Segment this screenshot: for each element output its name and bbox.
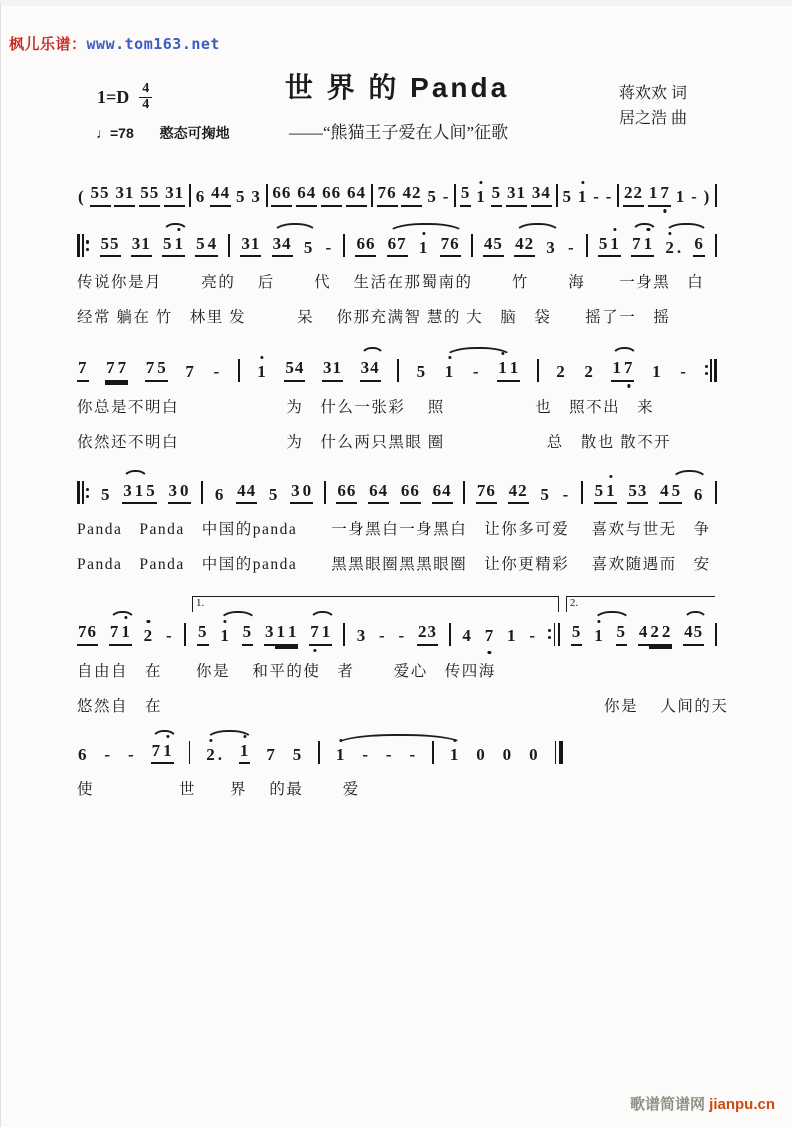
note-token: 6 bbox=[214, 484, 225, 504]
note-token: 1 bbox=[418, 237, 429, 257]
note-token: - bbox=[691, 187, 698, 206]
note-token: 5 bbox=[197, 622, 209, 646]
note-token: - bbox=[605, 187, 613, 206]
note-token: 2 bbox=[661, 622, 673, 646]
note-token: 1 bbox=[173, 234, 185, 258]
score bbox=[1, 164, 792, 815]
note-token: 7 bbox=[631, 234, 643, 258]
note-row bbox=[77, 170, 717, 207]
slur-arc bbox=[387, 223, 465, 234]
lyric-line: 经常 躺在 竹 林里 发 呆 你那充满智 慧的 大 脑 袋 摇了一 摇 bbox=[77, 309, 671, 327]
note-token: 1 bbox=[509, 358, 521, 382]
bar-line bbox=[463, 481, 465, 504]
note-token: 3 bbox=[546, 237, 556, 257]
note-token: 1 bbox=[257, 362, 267, 382]
note-token: - bbox=[442, 187, 450, 206]
bar-line bbox=[454, 184, 456, 207]
watermark-site-label: 枫儿乐谱： bbox=[9, 36, 87, 53]
note-token: 42 bbox=[514, 234, 535, 258]
note-token: 4 bbox=[462, 626, 472, 646]
bar-line bbox=[189, 184, 191, 207]
volta-bracket bbox=[192, 596, 559, 612]
note-token: 3 bbox=[251, 187, 261, 206]
note-token: 1 bbox=[321, 622, 333, 646]
repeat-end-barline bbox=[548, 623, 560, 646]
bar-line bbox=[397, 359, 399, 382]
note-token: 5 bbox=[268, 484, 279, 504]
beam-group bbox=[145, 358, 168, 382]
note-token: 1 bbox=[648, 183, 660, 207]
note-token: 66 bbox=[355, 234, 376, 258]
note-token: 1 bbox=[605, 481, 617, 505]
bar-line bbox=[581, 481, 583, 504]
note-token: 5 bbox=[540, 484, 550, 504]
volta-label: 2. bbox=[569, 597, 579, 610]
score-line bbox=[77, 345, 717, 452]
note-token: 55 bbox=[90, 183, 111, 207]
note-token: 66 bbox=[321, 183, 342, 207]
note-token: 1 bbox=[643, 234, 655, 258]
note-token: 31 bbox=[131, 234, 152, 258]
note-token: 1 bbox=[507, 626, 517, 646]
note-token: - bbox=[128, 744, 135, 764]
note-token: 5 bbox=[101, 484, 111, 504]
note-token: 5 bbox=[303, 237, 314, 257]
slur-arc bbox=[151, 730, 178, 741]
note-token: 5 bbox=[156, 358, 168, 382]
note-token: 1 bbox=[609, 234, 621, 258]
beam-group bbox=[162, 234, 185, 258]
note-token: 64 bbox=[346, 183, 367, 207]
note-token: 76 bbox=[440, 234, 461, 258]
note-token: 31 bbox=[114, 183, 135, 207]
note-token: 1 bbox=[134, 481, 146, 505]
score-line bbox=[77, 170, 717, 207]
note-token: 7 bbox=[266, 744, 276, 764]
note-token: 7 bbox=[623, 358, 635, 382]
lyric-line: 悠然自 在 你是 人间的天 bbox=[77, 697, 729, 715]
note-token: 1 bbox=[497, 358, 509, 382]
note-token: 31 bbox=[506, 183, 527, 207]
note-token: 55 bbox=[139, 183, 160, 207]
note-token: 1 bbox=[611, 358, 623, 382]
beam-group bbox=[109, 622, 132, 646]
note-token: 66 bbox=[336, 481, 357, 505]
note-token: 7 bbox=[109, 622, 121, 646]
note-token: 54 bbox=[284, 358, 305, 382]
expression-mark: 憨态可掬地 bbox=[159, 125, 230, 141]
note-token: 31 bbox=[322, 358, 343, 382]
beam-group bbox=[594, 481, 617, 505]
note-token: - bbox=[362, 744, 369, 764]
note-row bbox=[77, 345, 717, 382]
note-token: 5 bbox=[145, 481, 157, 505]
note-token: - bbox=[104, 744, 112, 764]
note-token: - bbox=[409, 744, 417, 764]
beam-group bbox=[309, 622, 332, 646]
slur-arc bbox=[631, 223, 658, 234]
note-token: 6 bbox=[78, 744, 88, 764]
beam-group bbox=[290, 481, 313, 505]
bar-line bbox=[189, 741, 191, 764]
note-row bbox=[77, 728, 563, 765]
note-token: 76 bbox=[77, 622, 98, 646]
note-token: 1 bbox=[594, 626, 604, 646]
note-token: 42 bbox=[508, 481, 529, 505]
bar-line bbox=[556, 184, 558, 207]
note-token: 67 bbox=[387, 234, 408, 258]
page-title: 世 界 的 Panda bbox=[284, 72, 510, 103]
note-row bbox=[77, 221, 717, 258]
composer-credit: 居之浩 曲 bbox=[619, 109, 688, 127]
note-token: 1 bbox=[220, 626, 230, 646]
bar-line bbox=[617, 184, 619, 207]
note-token: 1 bbox=[675, 187, 686, 206]
slur-arc bbox=[683, 611, 708, 622]
note-token: . bbox=[676, 237, 683, 257]
slur-arc bbox=[122, 470, 149, 481]
note-token: 64 bbox=[432, 481, 453, 505]
note-token: 3 bbox=[356, 626, 367, 646]
bar-line bbox=[537, 359, 539, 382]
note-token: - bbox=[385, 744, 393, 764]
note-token: 7 bbox=[77, 358, 89, 382]
note-token: 5 bbox=[671, 481, 683, 505]
lyric-line: 依然还不明白 为 什么两只黑眼 圈 总 散也 散不开 bbox=[77, 433, 672, 451]
note-token: 5 bbox=[242, 622, 254, 646]
note-token: 2 bbox=[665, 237, 675, 257]
note-token: 0 bbox=[502, 744, 513, 764]
slur-arc bbox=[360, 347, 385, 358]
note-token: 6 bbox=[693, 484, 704, 504]
note-token: 7 bbox=[309, 622, 321, 646]
bar-line bbox=[449, 623, 451, 646]
beam-group bbox=[611, 358, 634, 382]
note-token: 0 bbox=[529, 744, 539, 764]
bar-line bbox=[184, 623, 186, 646]
note-token: - bbox=[593, 187, 600, 206]
note-token: 5 bbox=[594, 481, 606, 505]
score-line bbox=[77, 468, 717, 575]
note-token: 5 bbox=[616, 622, 628, 646]
note-token: 34 bbox=[272, 234, 293, 258]
note-token: 7 bbox=[117, 358, 129, 382]
note-token: 3 bbox=[264, 622, 276, 646]
note-token: 7 bbox=[484, 626, 495, 646]
note-token: 1 bbox=[335, 744, 346, 764]
note-token: 42 bbox=[401, 183, 422, 207]
lyric-line: 传说你是月 亮的 后 代 生活在那蜀南的 竹 海 一身黑 白 bbox=[77, 274, 705, 292]
lyric-line: Panda Panda 中国的panda 一身黑白一身黑白 让你多可爱 喜欢与世无 争 bbox=[77, 521, 711, 539]
note-token: 31 bbox=[164, 183, 185, 207]
footer-site-name: 歌谱简谱网 bbox=[629, 1096, 705, 1113]
final-barline bbox=[555, 741, 564, 764]
note-token: 1 bbox=[239, 741, 251, 765]
note-token: 34 bbox=[360, 358, 381, 382]
note-token: 44 bbox=[210, 183, 231, 207]
bar-line bbox=[471, 234, 473, 257]
note-token: 3 bbox=[290, 481, 302, 505]
note-token: 4 bbox=[207, 234, 219, 258]
bar-line bbox=[586, 234, 588, 257]
note-token: 5 bbox=[235, 187, 246, 206]
bar-line bbox=[318, 741, 320, 764]
lyric-line: 自由自 在 你是 和平的使 者 爱心 传四海 bbox=[77, 662, 496, 680]
bar-line bbox=[715, 184, 717, 207]
note-token: - bbox=[472, 362, 480, 382]
volta-label: 1. bbox=[196, 597, 205, 610]
note-token: 5 bbox=[292, 744, 303, 764]
note-token: 5 bbox=[416, 362, 427, 382]
note-token: 2 bbox=[206, 744, 216, 764]
note-token: 0 bbox=[302, 481, 314, 505]
note-token: - bbox=[379, 626, 386, 646]
slur-arc bbox=[109, 611, 136, 622]
repeat-end-barline bbox=[705, 359, 717, 382]
note-token: 34 bbox=[531, 183, 552, 207]
note-token: 1 bbox=[275, 622, 287, 646]
note-token: 5 bbox=[195, 234, 207, 258]
note-token: - bbox=[398, 626, 406, 646]
note-token: 5 bbox=[598, 234, 610, 258]
note-token: 2 bbox=[584, 362, 594, 382]
note-token: 7 bbox=[185, 362, 195, 382]
note-token: 3 bbox=[168, 481, 180, 505]
slur-arc bbox=[514, 223, 561, 234]
beam-group bbox=[264, 622, 299, 646]
note-token: 5 bbox=[162, 234, 174, 258]
beam-group bbox=[631, 234, 654, 258]
note-token: 45 bbox=[483, 234, 504, 258]
note-token: - bbox=[325, 237, 333, 257]
slur-arc bbox=[162, 223, 189, 234]
note-row bbox=[77, 468, 717, 505]
beam-group bbox=[105, 358, 128, 382]
credits bbox=[619, 82, 687, 132]
beam-group bbox=[195, 234, 218, 258]
note-token: 66 bbox=[400, 481, 421, 505]
score-line bbox=[77, 221, 717, 328]
beam-group bbox=[664, 238, 683, 258]
meter-top: 4 bbox=[139, 82, 152, 98]
slur-arc bbox=[611, 347, 638, 358]
slur-arc bbox=[272, 223, 319, 234]
note-token: 1 bbox=[652, 362, 662, 382]
note-token: 44 bbox=[236, 481, 257, 505]
watermark-site-url: www.tom163.net bbox=[86, 35, 220, 53]
note-token: - bbox=[562, 484, 570, 504]
footer-site-url: jianpu.cn bbox=[709, 1096, 775, 1113]
note-token: 53 bbox=[627, 481, 648, 505]
beam-group bbox=[659, 481, 682, 505]
note-token: 55 bbox=[100, 234, 121, 258]
bar-line bbox=[715, 234, 717, 257]
tempo-mark: ♩=78 bbox=[96, 125, 134, 141]
note-token: 66 bbox=[271, 183, 292, 207]
lyricist-credit: 蒋欢欢 词 bbox=[619, 85, 688, 102]
note-token: 6 bbox=[195, 187, 206, 206]
bar-line bbox=[266, 184, 268, 207]
note-token: 76 bbox=[377, 183, 398, 207]
note-token: 6 bbox=[693, 234, 705, 258]
note-token: 7 bbox=[659, 183, 671, 207]
note-token: 4 bbox=[638, 622, 650, 646]
bar-line bbox=[201, 481, 203, 504]
bar-line bbox=[343, 234, 345, 257]
parenthesis: ( bbox=[78, 187, 85, 206]
note-token: 5 bbox=[491, 183, 503, 207]
repeat-begin-barline bbox=[77, 234, 89, 257]
key-label: 1=D bbox=[97, 86, 130, 107]
beam-group bbox=[638, 622, 673, 646]
volta-bracket bbox=[566, 596, 715, 612]
note-token: 7 bbox=[105, 358, 117, 382]
note-token: 2 bbox=[556, 362, 566, 382]
beam-group bbox=[497, 358, 520, 382]
beam-group bbox=[598, 234, 621, 258]
score-line bbox=[77, 592, 729, 716]
note-token: 76 bbox=[476, 481, 497, 505]
footer-watermark bbox=[630, 1093, 775, 1114]
note-token: . bbox=[217, 744, 223, 764]
repeat-begin-barline bbox=[77, 481, 89, 504]
beam-group bbox=[151, 741, 174, 765]
parenthesis: ) bbox=[703, 187, 711, 206]
note-token: - bbox=[165, 626, 173, 646]
note-token: 1 bbox=[287, 622, 299, 646]
note-token: 31 bbox=[240, 234, 261, 258]
bar-line bbox=[228, 234, 230, 257]
note-token: 64 bbox=[296, 183, 317, 207]
note-token: 45 bbox=[683, 622, 704, 646]
tempo-row bbox=[96, 123, 230, 143]
note-token: 22 bbox=[623, 183, 644, 207]
note-token: 64 bbox=[368, 481, 389, 505]
note-token: - bbox=[529, 626, 537, 646]
subtitle: ——“熊猫王子爱在人间”征歌 bbox=[289, 123, 509, 142]
note-token: - bbox=[680, 362, 687, 382]
note-row bbox=[77, 592, 717, 646]
note-token: 5 bbox=[460, 183, 472, 207]
bar-line bbox=[371, 184, 373, 207]
note-token: 5 bbox=[571, 622, 583, 646]
note-token: 1 bbox=[476, 187, 486, 206]
note-token: - bbox=[568, 237, 575, 257]
bar-line bbox=[715, 623, 717, 646]
note-token: 0 bbox=[476, 744, 486, 764]
note-token: 0 bbox=[179, 481, 191, 505]
note-token: 1 bbox=[444, 362, 455, 382]
beam-group bbox=[205, 745, 224, 765]
note-token: 1 bbox=[449, 744, 460, 764]
top-watermark bbox=[9, 33, 220, 54]
note-token: 5 bbox=[562, 187, 572, 206]
bar-line bbox=[343, 623, 345, 646]
lyric-line: 你总是不明白 为 什么一张彩 照 也 照不出 来 bbox=[77, 398, 655, 416]
note-token: 3 bbox=[122, 481, 134, 505]
slur-arc bbox=[671, 470, 709, 481]
score-line bbox=[77, 728, 717, 800]
note-token: 1 bbox=[162, 741, 174, 765]
beam-group bbox=[168, 481, 191, 505]
note-token: 7 bbox=[145, 358, 157, 382]
note-token: 23 bbox=[417, 622, 438, 646]
lyric-line: Panda Panda 中国的panda 黑黑眼圈黑黑眼圈 让你更精彩 喜欢随遇而 安 bbox=[77, 556, 711, 574]
slur-arc bbox=[335, 734, 464, 745]
note-token: 1 bbox=[577, 187, 588, 206]
meter-bottom: 4 bbox=[142, 96, 150, 112]
lyric-line: 使 世 界 的最 爱 bbox=[77, 781, 360, 799]
note-token: 5 bbox=[427, 187, 437, 206]
beam-group bbox=[122, 481, 157, 505]
note-token: 1 bbox=[120, 622, 132, 646]
bar-line bbox=[238, 359, 240, 382]
slur-arc bbox=[205, 730, 254, 741]
beam-group bbox=[648, 183, 671, 207]
bar-line bbox=[715, 481, 717, 504]
note-token: 7 bbox=[151, 741, 163, 765]
note-token: - bbox=[213, 362, 221, 382]
note-token: 2 bbox=[143, 626, 154, 646]
note-token: 4 bbox=[659, 481, 671, 505]
slur-arc bbox=[309, 611, 336, 622]
bar-line bbox=[324, 481, 326, 504]
bar-line bbox=[432, 741, 434, 764]
note-token: 2 bbox=[649, 622, 661, 646]
